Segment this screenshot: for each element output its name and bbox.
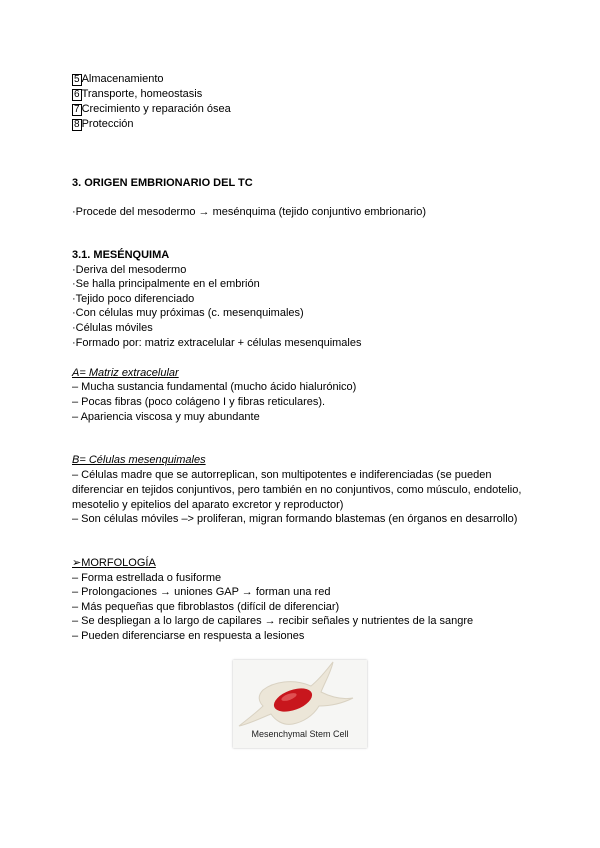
section-heading: 3. ORIGEN EMBRIONARIO DEL TC [72, 177, 253, 189]
bullet-item: ·Formado por: matriz extracelular + células mesenquimales [72, 337, 362, 349]
subheading-cells: B= Células mesenquimales [72, 454, 206, 466]
dash-item: – Mucha sustancia fundamental (mucho ácido hialurónico) [72, 381, 357, 393]
paragraph: – Células madre que se autorreplican, son multipotentes e indiferenciadas (se pueden diferenciar en tejidos conjuntivos, pero también en no conjuntivos, como músculo, endotelio, mesotelio y epitelios del aparato excretor y reproductor) [72, 469, 522, 511]
bullet-item: ·Tejido poco diferenciado [72, 293, 195, 305]
item-text: Transporte, homeostasis [81, 88, 203, 100]
dash-item: – Forma estrellada o fusiforme [72, 572, 222, 584]
mesenchymal-cell-figure [233, 660, 367, 748]
dash-item: – Prolongaciones → uniones GAP → forman una red [72, 586, 331, 598]
dash-item: – Pocas fibras (poco colágeno I y fibras reticulares). [72, 396, 326, 408]
dash-item: – Son células móviles –> proliferan, migran formando blastemas (en órganos en desarrollo) [72, 513, 518, 525]
subheading-matrix: A= Matriz extracelular [72, 367, 179, 379]
item-text: Crecimiento y reparación ósea [81, 103, 231, 115]
dash-item: – Pueden diferenciarse en respuesta a lesiones [72, 630, 305, 642]
bullet-item: ·Deriva del mesodermo [72, 264, 187, 276]
figure-caption: Mesenchymal Stem Cell [251, 729, 349, 739]
subsection-heading: 3.1. MESÉNQUIMA [72, 249, 170, 261]
section-intro: ·Procede del mesodermo → mesénquima (tejido conjuntivo embrionario) [72, 206, 426, 218]
list-item [72, 117, 134, 131]
item-text: Protección [81, 118, 134, 130]
dash-item: – Apariencia viscosa y muy abundante [72, 411, 260, 423]
item-text: Almacenamiento [81, 73, 164, 85]
item-number: 6 [74, 89, 80, 100]
list-item [72, 102, 231, 116]
dash-item: – Se despliegan a lo largo de capilares → recibir señales y nutrientes de la sangre [72, 615, 474, 627]
morphology-heading: ➢MORFOLOGÍA [72, 557, 156, 569]
list-item [72, 87, 202, 101]
dash-item: – Más pequeñas que fibroblastos (difícil de diferenciar) [72, 601, 340, 613]
item-number: 7 [74, 104, 80, 115]
item-number: 5 [74, 74, 80, 85]
bullet-item: ·Células móviles [72, 322, 153, 334]
list-item [72, 72, 164, 86]
bullet-item: ·Se halla principalmente en el embrión [72, 278, 260, 290]
item-number: 8 [74, 119, 80, 130]
bullet-item: ·Con células muy próximas (c. mesenquimales) [72, 307, 304, 319]
